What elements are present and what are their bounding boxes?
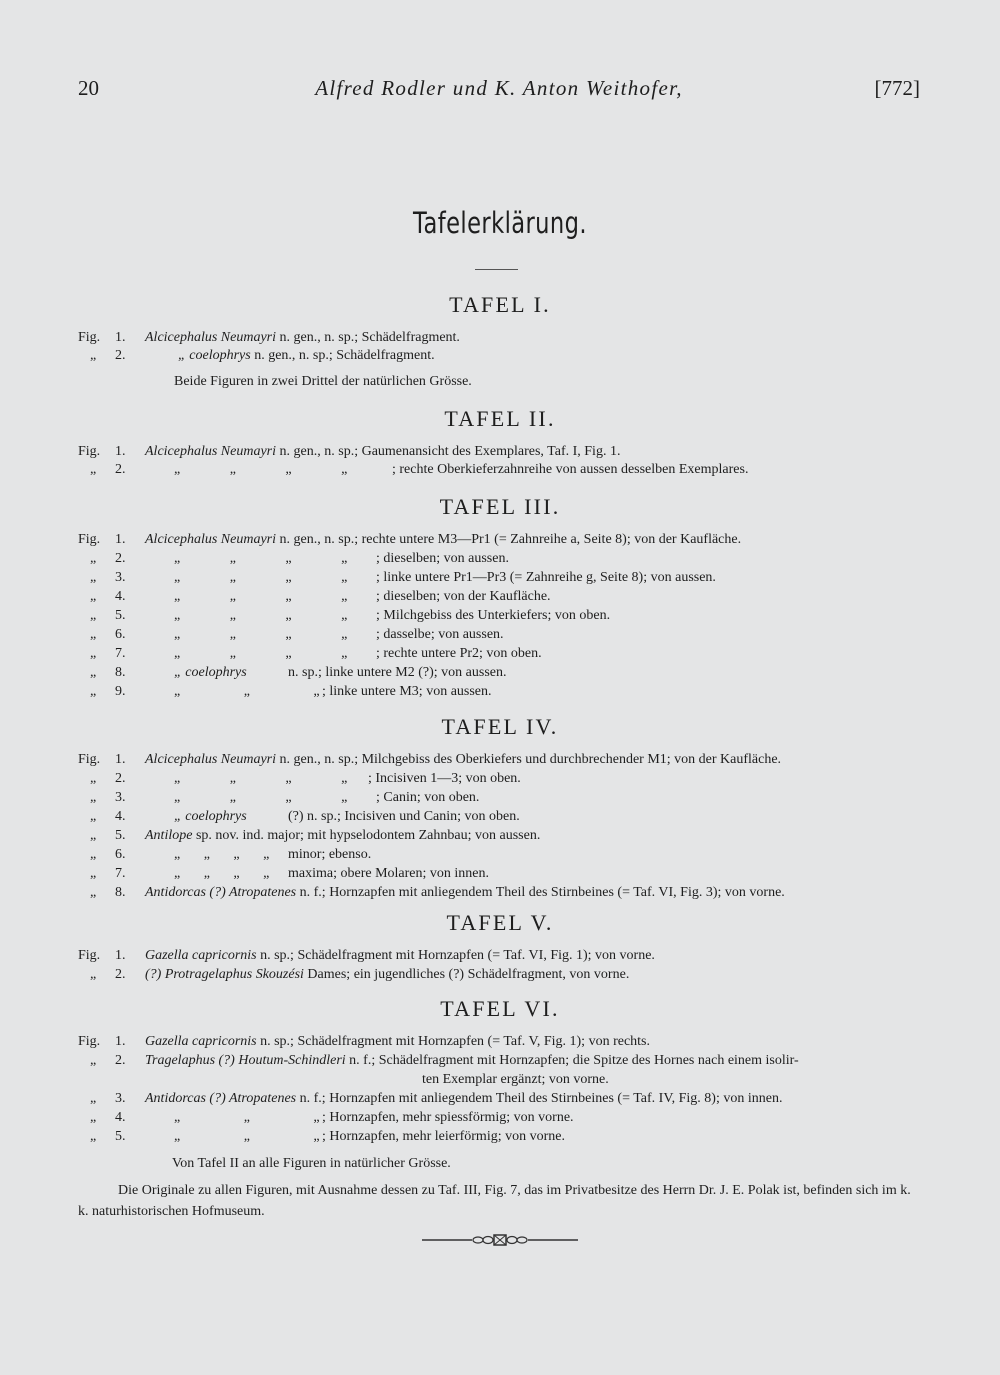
title-divider bbox=[475, 269, 518, 270]
species-name: Antidorcas (?) Atropatenes bbox=[145, 1091, 297, 1106]
figure-entry: Fig. 1. Alcicephalus Neumayri n. gen., n. sp.; rechte untere M3—Pr1 (= Zahnreihe a, Seite 8); von der Kaufläche. bbox=[78, 532, 742, 547]
species-name: Alcicephalus Neumayri bbox=[145, 444, 277, 459]
figure-entry: „ 3. Antidorcas (?) Atropatenes n. f.; Hornzapfen mit anliegendem Theil des Stirnbeines (= Taf. IV, Fig. 8); von innen. bbox=[90, 1091, 783, 1106]
figure-entry: „ 4. „ „ „ ; Hornzapfen, mehr spiessförmig; von vorne. bbox=[90, 1110, 574, 1125]
plate-heading-2: TAFEL II. bbox=[444, 406, 556, 431]
figure-entry: „ 2. „ „ „ „ ; Incisiven 1—3; von oben. bbox=[90, 771, 521, 786]
species-name: Alcicephalus Neumayri bbox=[145, 532, 277, 547]
plate-heading-4: TAFEL IV. bbox=[441, 714, 559, 739]
ornament-divider bbox=[420, 1230, 580, 1250]
figure-entry: „ 6. „ „ „ „ minor; ebenso. bbox=[90, 847, 372, 862]
species-name: Tragelaphus (?) Houtum-Schindleri bbox=[145, 1053, 346, 1068]
figure-entry: „ 4. „ coelophrys (?) n. sp.; Incisiven und Canin; von oben. bbox=[90, 809, 520, 824]
figure-entry: „ 2. „ coelophrys n. gen., n. sp.; Schädelfragment. bbox=[90, 348, 435, 363]
species-name: „ coelophrys bbox=[178, 348, 251, 363]
figure-continuation: ten Exemplar ergänzt; von vorne. bbox=[422, 1072, 609, 1087]
figure-entry: Fig. 1. Alcicephalus Neumayri n. gen., n. sp.; Gaumenansicht des Exemplares, Taf. I, Fig. 1. bbox=[78, 444, 621, 459]
figure-entry: „ 4. „ „ „ „ ; dieselben; von der Kaufläche. bbox=[90, 589, 551, 604]
closing-paragraph: Die Originale zu allen Figuren, mit Ausnahme dessen zu Taf. III, Fig. 7, das im Privatbesitze des Herrn Dr. J. E. Polak ist, befinden sich im k. k. naturhistorischen Hofmuseum. bbox=[78, 1183, 911, 1219]
figure-entry: „ 3. „ „ „ „ ; linke untere Pr1—Pr3 (= Zahnreihe g, Seite 8); von aussen. bbox=[90, 570, 716, 585]
figure-entry: „ 7. „ „ „ „ ; rechte untere Pr2; von oben. bbox=[90, 646, 542, 661]
species-name: Alcicephalus Neumayri bbox=[145, 752, 277, 767]
figure-entry: Fig. 1. Gazella capricornis n. sp.; Schädelfragment mit Hornzapfen (= Taf. VI, Fig. 1); von vorne. bbox=[78, 948, 655, 963]
figure-entry: „ 9. „ „ „ ; linke untere M3; von aussen. bbox=[90, 684, 492, 699]
species-name: „ coelophrys bbox=[174, 809, 247, 824]
figure-entry: „ 7. „ „ „ „ maxima; obere Molaren; von innen. bbox=[90, 866, 489, 881]
figure-entry: „ 5. „ „ „ „ ; Milchgebiss des Unterkiefers; von oben. bbox=[90, 608, 611, 623]
species-name: Gazella capricornis bbox=[145, 948, 257, 963]
plate-heading-1: TAFEL I. bbox=[449, 292, 551, 317]
plate-note: Beide Figuren in zwei Drittel der natürlichen Grösse. bbox=[174, 374, 472, 389]
species-name: „ coelophrys bbox=[174, 665, 247, 680]
figure-entry: „ 5. Antilope sp. nov. ind. major; mit hypselodontem Zahnbau; von aussen. bbox=[90, 828, 541, 843]
figure-entry: „ 8. „ coelophrys n. sp.; linke untere M2 (?); von aussen. bbox=[90, 665, 507, 680]
figure-entry: „ 5. „ „ „ ; Hornzapfen, mehr leierförmig; von vorne. bbox=[90, 1129, 565, 1144]
species-name: Antidorcas (?) Atropatenes bbox=[145, 885, 297, 900]
page-title: Tafelerklärung. bbox=[413, 206, 587, 240]
plate-note: Von Tafel II an alle Figuren in natürlicher Grösse. bbox=[172, 1156, 451, 1171]
plate-heading-6: TAFEL VI. bbox=[440, 996, 560, 1021]
plate-heading-3: TAFEL III. bbox=[439, 494, 561, 519]
figure-entry: „ 3. „ „ „ „ ; Canin; von oben. bbox=[90, 790, 480, 805]
running-title: Alfred Rodler und K. Anton Weithofer, bbox=[315, 76, 683, 100]
species-name: (?) Protragelaphus Skouzési bbox=[145, 967, 304, 982]
figure-entry: Fig. 1. Gazella capricornis n. sp.; Schädelfragment mit Hornzapfen (= Taf. V, Fig. 1); von rechts. bbox=[78, 1034, 651, 1049]
figure-entry: „ 2. „ „ „ „ ; dieselben; von aussen. bbox=[90, 551, 509, 566]
species-name: Gazella capricornis bbox=[145, 1034, 257, 1049]
page-number: 20 bbox=[78, 76, 99, 100]
species-name: Antilope bbox=[145, 828, 193, 843]
figure-entry: „ 2. Tragelaphus (?) Houtum-Schindleri n. f.; Schädelfragment mit Hornzapfen; die Spitze des Hornes nach einem isolir- bbox=[90, 1053, 799, 1068]
figure-entry: Fig. 1. Alcicephalus Neumayri n. gen., n. sp.; Schädelfragment. bbox=[78, 330, 460, 345]
figure-entry: „ 6. „ „ „ „ ; dasselbe; von aussen. bbox=[90, 627, 504, 642]
plate-heading-5: TAFEL V. bbox=[446, 910, 554, 935]
running-header bbox=[78, 76, 920, 106]
figure-entry: „ 8. Antidorcas (?) Atropatenes n. f.; Hornzapfen mit anliegendem Theil des Stirnbeines (= Taf. VI, Fig. 3); von vorne. bbox=[90, 885, 785, 900]
figure-entry: Fig. 1. Alcicephalus Neumayri n. gen., n. sp.; Milchgebiss des Oberkiefers und durchbrechender M1; von der Kaufläche. bbox=[78, 752, 782, 767]
species-name: Alcicephalus Neumayri bbox=[145, 330, 277, 345]
bracket-page-number: [772] bbox=[874, 76, 920, 100]
figure-entry: „ 2. „ „ „ „ ; rechte Oberkieferzahnreihe von aussen desselben Exemplares. bbox=[90, 462, 749, 477]
figure-entry: „ 2. (?) Protragelaphus Skouzési Dames; ein jugendliches (?) Schädelfragment, von vorne. bbox=[90, 967, 630, 982]
